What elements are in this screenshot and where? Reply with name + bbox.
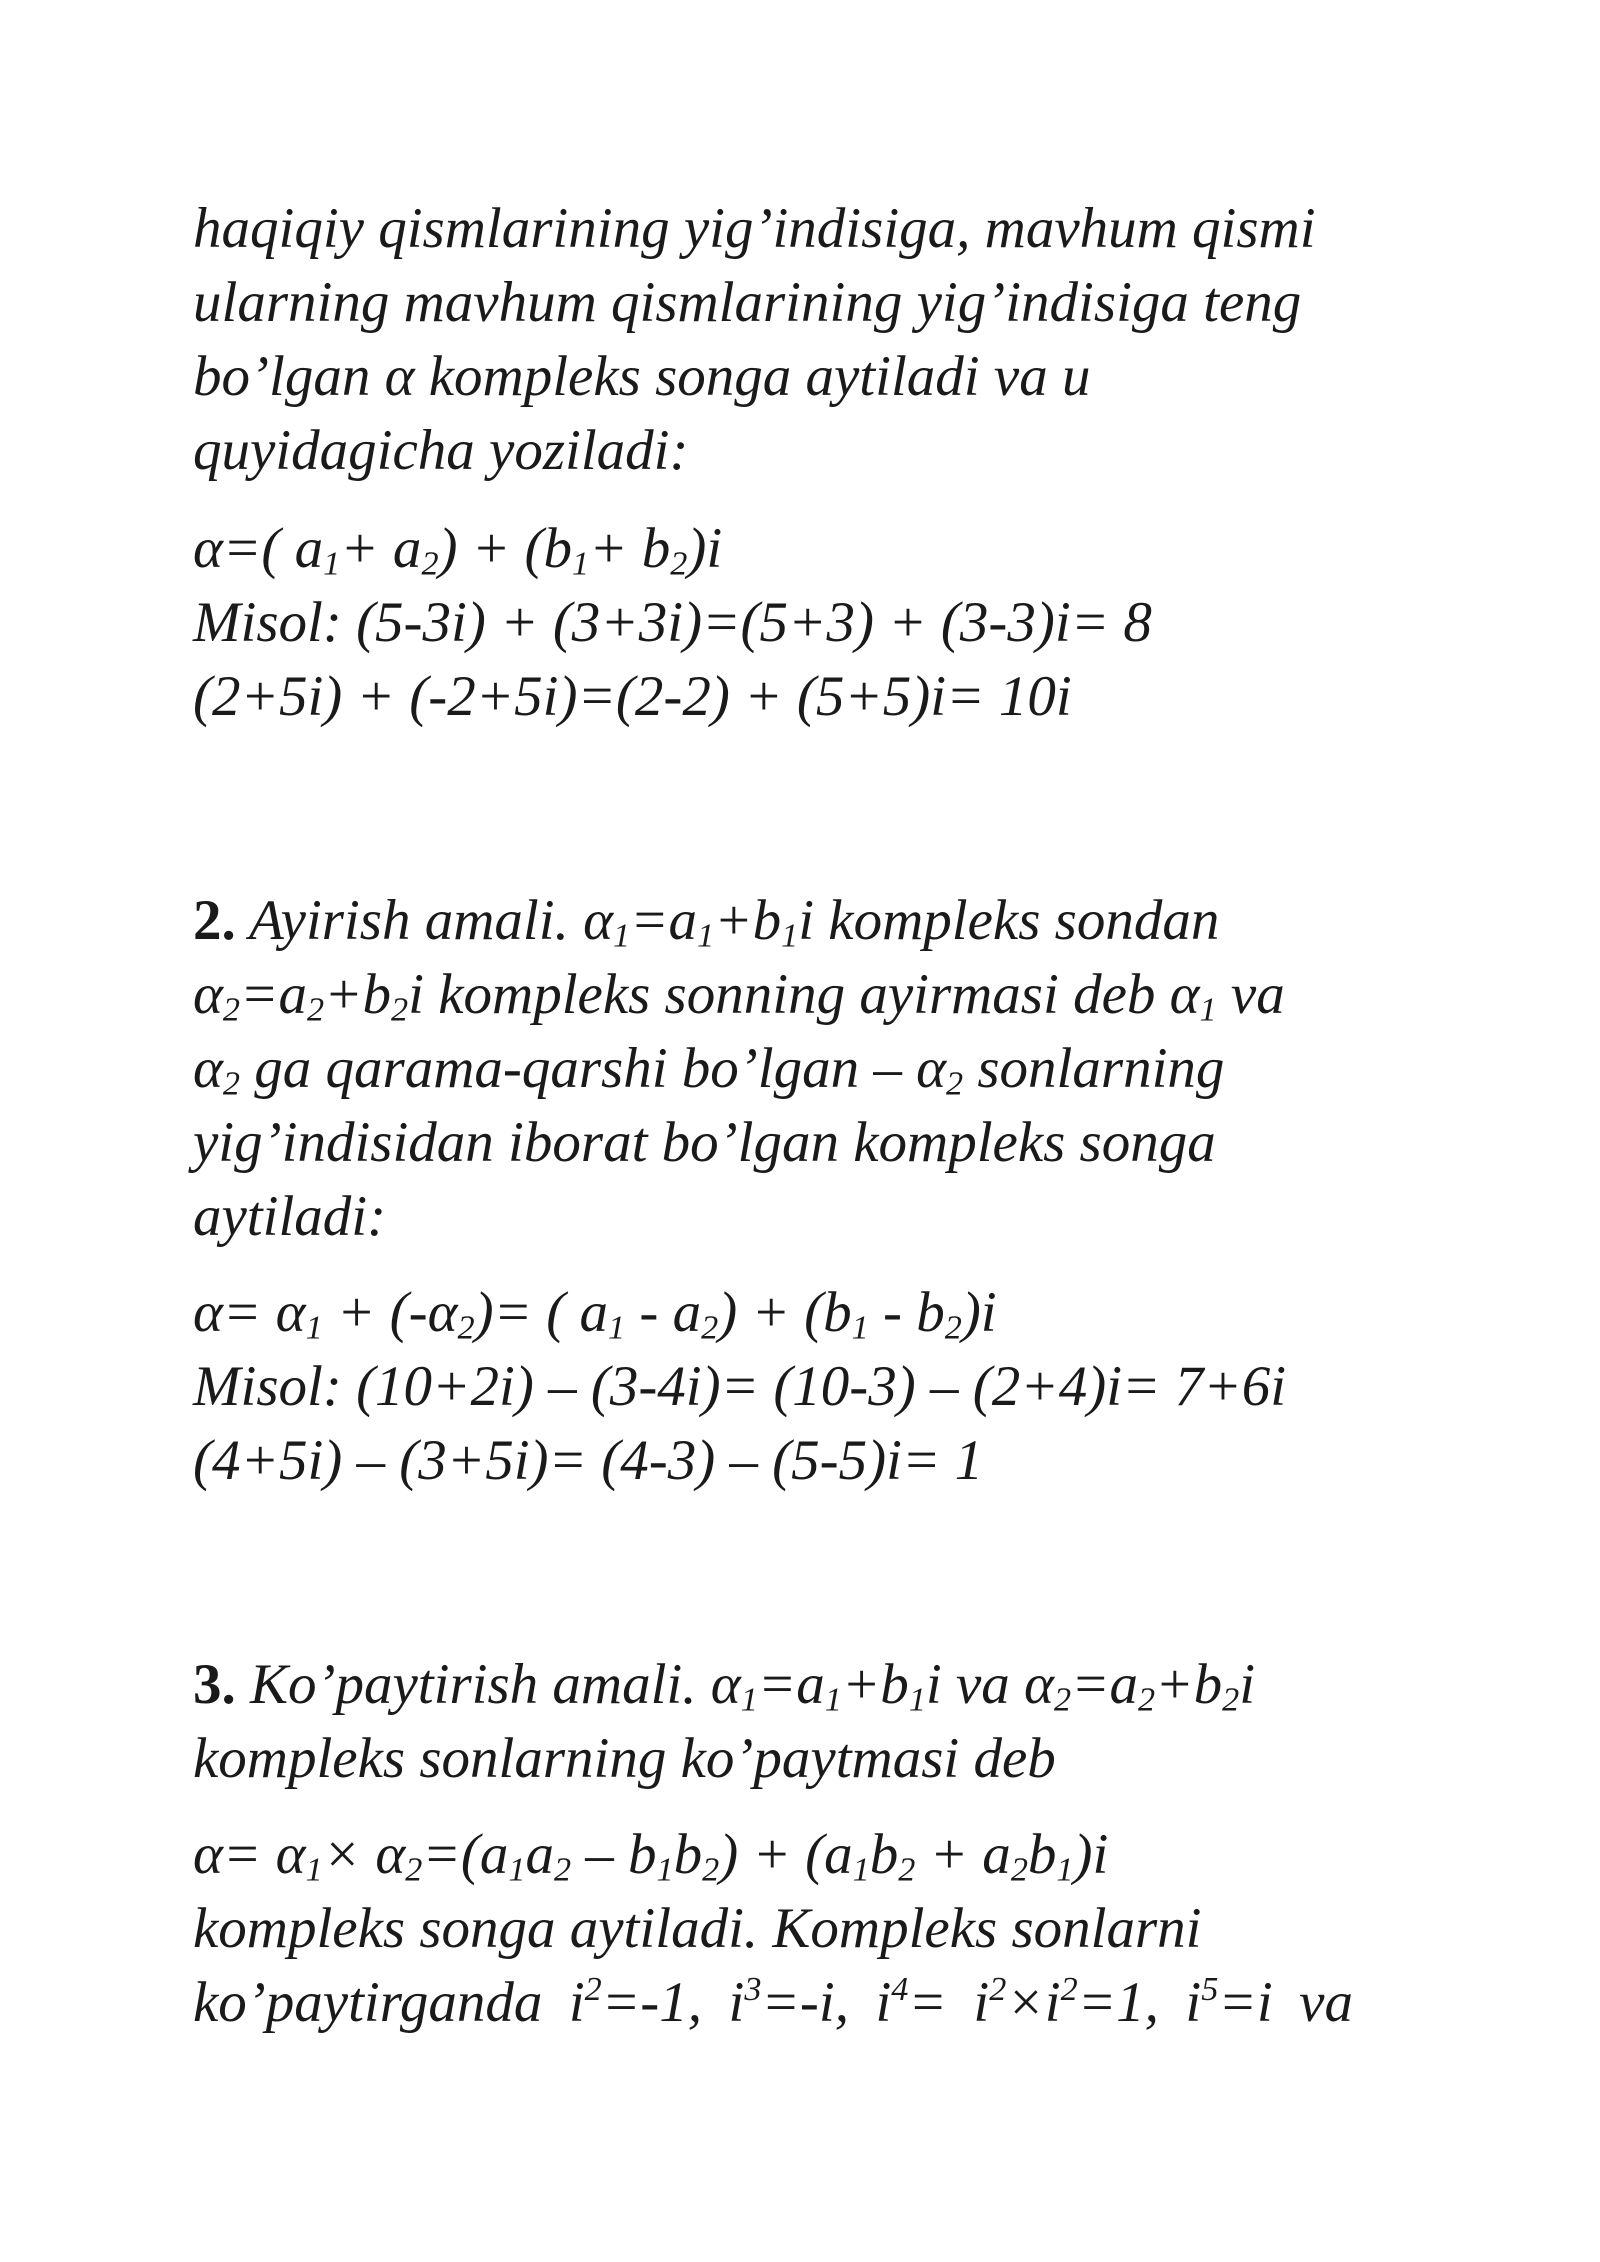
- closing-text: i: [728, 1971, 745, 2034]
- formula-text: b: [1027, 1823, 1057, 1886]
- section-text: ga qarama-qarshi bo’lgan – α: [240, 1037, 947, 1100]
- power-i2-times-i2: [973, 1966, 1159, 2040]
- subscript: 2: [946, 1065, 964, 1103]
- subscript: 1: [323, 545, 341, 583]
- formula-text: – b: [571, 1823, 657, 1886]
- power-i4: [875, 1966, 946, 2040]
- section-3-number: 3.: [193, 1653, 236, 1716]
- sum-example-2: (2+5i) + (-2+5i)=(2-2) + (5+5)i= 10i: [193, 665, 1072, 728]
- superscript: 2: [1060, 1970, 1078, 2008]
- formula-text: ) + (a: [719, 1823, 853, 1886]
- subscript: 2: [306, 991, 325, 1029]
- formula-text: + a: [340, 517, 422, 580]
- subscript: 1: [305, 1851, 323, 1889]
- subscript: 1: [908, 1681, 926, 1719]
- closing-text: =1,: [1077, 1971, 1159, 2034]
- subscript: 1: [851, 1309, 869, 1347]
- section-text: i: [1239, 1653, 1256, 1716]
- formula-text: - a: [625, 1281, 702, 1344]
- sum-example-1: Misol: (5-3i) + (3+3i)=(5+3) + (3-3)i= 8: [193, 591, 1152, 654]
- diff-example-2: (4+5i) – (3+5i)= (4-3) – (5-5)i= 1: [193, 1429, 984, 1492]
- section-text: α: [193, 1037, 223, 1100]
- intro-line-3: bo’lgan α kompleks songa aytiladi va u: [193, 345, 1091, 408]
- subscript: 1: [508, 1851, 526, 1889]
- subscript: 2: [898, 1851, 916, 1889]
- formula-text: + a: [915, 1823, 1011, 1886]
- subscript: 1: [781, 917, 799, 955]
- power-i3: [728, 1966, 848, 2040]
- superscript: 2: [989, 1970, 1007, 2008]
- subscript: 1: [852, 1851, 870, 1889]
- section-text: Ayirish amali. α: [235, 889, 613, 952]
- subscript: 1: [613, 917, 631, 955]
- formula-text: × α: [322, 1823, 406, 1886]
- sum-formula-block: [193, 512, 1453, 734]
- diff-formula: [193, 1276, 1453, 1350]
- subscript: 1: [740, 1681, 758, 1719]
- section-2-line-4: yig’indisidan iborat bo’lgan kompleks songa: [193, 1111, 1216, 1174]
- formula-text: + (-α: [322, 1281, 458, 1344]
- section-2-line-5: aytiladi:: [193, 1185, 387, 1248]
- closing-text: =: [908, 1971, 947, 2034]
- section-text: va: [1216, 963, 1285, 1026]
- power-i5: [1185, 1966, 1272, 2040]
- subscript: 1: [697, 917, 715, 955]
- subscript: 1: [571, 545, 590, 583]
- closing-text: va: [1299, 1971, 1353, 2034]
- intro-line-1: haqiqiy qismlarining yig’indisiga, mavhum qismi: [193, 197, 1316, 260]
- closing-text: i: [568, 1971, 585, 2034]
- subscript: 1: [824, 1681, 842, 1719]
- subscript: 1: [656, 1851, 674, 1889]
- closing-line-1: kompleks songa aytiladi. Kompleks sonlarni: [193, 1897, 1202, 1960]
- section-text: sonlarning: [963, 1037, 1225, 1100]
- formula-text: =(a: [422, 1823, 509, 1886]
- subscript: 2: [421, 545, 439, 583]
- section-text: =a: [240, 963, 307, 1026]
- closing-text: =-i,: [761, 1971, 849, 2034]
- subscript: 2: [222, 1065, 241, 1103]
- subscript: 2: [944, 1309, 962, 1347]
- subscript: 2: [457, 1309, 475, 1347]
- subscript: 2: [1053, 1681, 1072, 1719]
- subscript: 2: [391, 991, 409, 1029]
- formula-text: )i: [1073, 1823, 1109, 1886]
- subscript: 2: [702, 1851, 720, 1889]
- closing-text: i: [875, 1971, 892, 2034]
- formula-text: ) + (b: [718, 1281, 852, 1344]
- superscript: 2: [584, 1970, 602, 2008]
- subscript: 2: [553, 1851, 572, 1889]
- section-3-paragraph: [193, 1648, 1453, 1796]
- formula-text: a: [525, 1823, 554, 1886]
- closing-line-2: [193, 1966, 1353, 2040]
- section-text: i kompleks sondan: [798, 889, 1220, 952]
- diff-formula-block: [193, 1276, 1453, 1498]
- subscript: 2: [222, 991, 241, 1029]
- sum-formula: [193, 512, 1453, 586]
- subscript: 2: [701, 1309, 719, 1347]
- formula-text: b: [869, 1823, 899, 1886]
- closing-text: i: [1185, 1971, 1202, 2034]
- subscript: 2: [1010, 1851, 1028, 1889]
- subscript: 2: [670, 545, 688, 583]
- formula-text: ) + (b: [438, 517, 572, 580]
- closing-text: i: [973, 1971, 990, 2034]
- formula-text: )= ( a: [474, 1281, 609, 1344]
- section-text: Ko’paytirish amali. α: [235, 1653, 741, 1716]
- formula-text: α= α: [193, 1823, 306, 1886]
- subscript: 1: [1056, 1851, 1074, 1889]
- subscript: 2: [1138, 1681, 1156, 1719]
- diff-example-1: Misol: (10+2i) – (3-4i)= (10-3) – (2+4)i= 7+6i: [193, 1355, 1287, 1418]
- subscript: 2: [1222, 1681, 1240, 1719]
- section-text: α: [193, 963, 223, 1026]
- closing-text: =-1,: [601, 1971, 702, 2034]
- section-text: =a: [757, 1653, 825, 1716]
- subscript: 1: [305, 1309, 323, 1347]
- intro-line-4: quyidagicha yoziladi:: [193, 419, 689, 482]
- section-2-line-3: [193, 1032, 1453, 1106]
- formula-text: - b: [868, 1281, 945, 1344]
- closing-text: ko’paytirganda: [193, 1971, 543, 2034]
- section-text: =a: [630, 889, 698, 952]
- subscript: 2: [405, 1851, 423, 1889]
- section-text: i va α: [925, 1653, 1054, 1716]
- prod-formula: [193, 1818, 1453, 1892]
- formula-text: α=( a: [193, 517, 324, 580]
- superscript: 3: [744, 1970, 762, 2008]
- formula-text: α= α: [193, 1281, 306, 1344]
- section-2-line-2: [193, 958, 1453, 1032]
- section-3-line-2: kompleks sonlarning ko’paytmasi deb: [193, 1727, 1056, 1790]
- section-2-number: 2.: [193, 889, 236, 952]
- power-i2: [569, 1966, 702, 2040]
- intro-line-2: ularning mavhum qismlarining yig’indisiga teng: [193, 271, 1302, 334]
- closing-text: ×i: [1006, 1971, 1061, 2034]
- section-text: +b: [1155, 1653, 1223, 1716]
- section-text: =a: [1071, 1653, 1139, 1716]
- formula-text: b: [673, 1823, 703, 1886]
- formula-text: )i: [961, 1281, 997, 1344]
- section-2-heading-line: [193, 884, 1453, 958]
- formula-text: )i: [687, 517, 723, 580]
- section-text: i kompleks sonning ayirmasi deb α: [408, 963, 1200, 1026]
- section-text: +b: [841, 1653, 909, 1716]
- section-text: +b: [714, 889, 782, 952]
- section-text: +b: [324, 963, 392, 1026]
- superscript: 5: [1201, 1970, 1219, 2008]
- prod-formula-block: [193, 1818, 1453, 2040]
- closing-text: =i: [1218, 1971, 1273, 2034]
- formula-text: + b: [589, 517, 671, 580]
- subscript: 1: [608, 1309, 626, 1347]
- superscript: 4: [891, 1970, 909, 2008]
- section-2-paragraph: [193, 884, 1453, 1254]
- intro-paragraph: [193, 192, 1453, 488]
- subscript: 1: [1199, 991, 1217, 1029]
- section-3-heading-line: [193, 1648, 1453, 1722]
